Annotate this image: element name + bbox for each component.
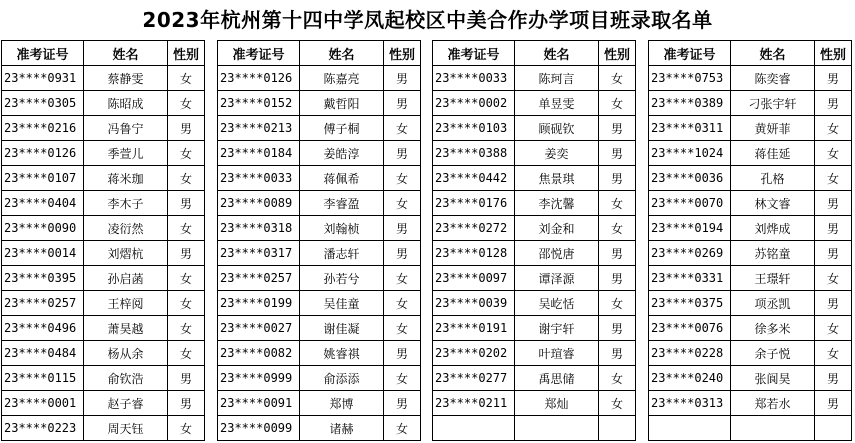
student-name-cell: 孙启菡 [84,266,168,291]
student-name-cell: 傅子桐 [300,116,384,141]
student-name-cell: 姜奕 [515,141,599,166]
gender-cell: 男 [815,66,852,91]
gender-cell: 女 [599,391,636,416]
gender-cell: 男 [384,391,421,416]
student-name-cell: 萧昊越 [84,316,168,341]
header-name: 姓名 [515,41,599,66]
student-name-cell: 谭泽源 [515,266,599,291]
table-row [649,316,852,341]
student-name-cell [515,416,599,441]
gender-cell: 女 [384,291,421,316]
exam-number-cell: 23****0099 [218,416,300,441]
header-gender: 性别 [384,41,421,66]
gender-cell: 女 [384,316,421,341]
exam-number-cell: 23****0014 [2,241,84,266]
student-name-cell: 刁张宇轩 [731,91,815,116]
student-name-cell: 蒋佩希 [300,166,384,191]
table-row [218,141,421,166]
table-row [433,291,636,316]
exam-number-cell: 23****0082 [218,341,300,366]
table-row [433,266,636,291]
exam-number-cell: 23****0191 [433,316,515,341]
student-name-cell: 张阆昊 [731,366,815,391]
exam-number-cell: 23****0115 [2,366,84,391]
student-name-cell: 陈昭成 [84,91,168,116]
gender-cell: 男 [815,241,852,266]
table-row [218,91,421,116]
student-name-cell: 陈嘉亮 [300,66,384,91]
gender-cell: 男 [599,316,636,341]
table-row [218,391,421,416]
gender-cell: 男 [599,341,636,366]
exam-number-cell: 23****0090 [2,216,84,241]
table-row [2,416,205,441]
table-row [2,166,205,191]
table-row [433,141,636,166]
table-row [218,66,421,91]
gender-cell: 女 [815,316,852,341]
student-name-cell: 潘志轩 [300,241,384,266]
header-name: 姓名 [84,41,168,66]
exam-number-cell: 23****0257 [218,266,300,291]
gender-cell: 女 [168,66,205,91]
exam-number-cell: 23****0216 [2,116,84,141]
table-row [649,416,852,441]
exam-number-cell: 23****0389 [649,91,731,116]
student-name-cell: 谢佳凝 [300,316,384,341]
student-name-cell: 刘熠杭 [84,241,168,266]
gender-cell: 男 [599,266,636,291]
table-row [2,341,205,366]
table-row [433,316,636,341]
table-row [649,66,852,91]
header-gender: 性别 [168,41,205,66]
student-name-cell: 李沈馨 [515,191,599,216]
table-row [2,316,205,341]
gender-cell: 女 [384,191,421,216]
table-row [433,341,636,366]
table-row [433,391,636,416]
gender-cell: 男 [815,366,852,391]
table-row [2,366,205,391]
gender-cell: 男 [168,116,205,141]
admission-table-1 [1,40,205,441]
gender-cell: 男 [815,191,852,216]
table-row [218,166,421,191]
table-header-row [218,41,421,66]
student-name-cell: 诸赫 [300,416,384,441]
gender-cell: 女 [815,266,852,291]
table-row [433,216,636,241]
gender-cell: 女 [599,66,636,91]
table-row [649,241,852,266]
table-row [218,416,421,441]
gender-cell: 女 [168,291,205,316]
table-row [2,191,205,216]
exam-number-cell [649,416,731,441]
student-name-cell: 王璟轩 [731,266,815,291]
admission-table-3 [432,40,636,441]
exam-number-cell: 23****0375 [649,291,731,316]
exam-number-cell: 23****0070 [649,191,731,216]
table-row [2,66,205,91]
table-row [218,191,421,216]
table-row [218,291,421,316]
student-name-cell [731,416,815,441]
header-name: 姓名 [731,41,815,66]
student-name-cell: 郑博 [300,391,384,416]
student-name-cell: 吴屹恬 [515,291,599,316]
gender-cell: 男 [384,66,421,91]
student-name-cell: 冯鲁宁 [84,116,168,141]
student-name-cell: 黄妍菲 [731,116,815,141]
admission-table-2 [217,40,421,441]
table-row [218,366,421,391]
exam-number-cell: 23****0228 [649,341,731,366]
student-name-cell: 季萱儿 [84,141,168,166]
table-row [649,341,852,366]
table-row [2,141,205,166]
student-name-cell: 叶瑄睿 [515,341,599,366]
header-gender: 性别 [599,41,636,66]
student-name-cell: 王梓阅 [84,291,168,316]
exam-number-cell: 23****0089 [218,191,300,216]
student-name-cell: 凌衍然 [84,216,168,241]
table-row [433,241,636,266]
student-name-cell: 谢宇轩 [515,316,599,341]
student-name-cell: 戴哲阳 [300,91,384,116]
table-row [218,241,421,266]
exam-number-cell: 23****0176 [433,191,515,216]
table-row [649,216,852,241]
student-name-cell: 苏铭童 [731,241,815,266]
table-row [218,266,421,291]
table-row [218,341,421,366]
gender-cell: 女 [168,316,205,341]
table-row [433,366,636,391]
exam-number-cell: 23****0128 [433,241,515,266]
table-row [433,91,636,116]
student-name-cell: 李木子 [84,191,168,216]
exam-number-cell: 23****0318 [218,216,300,241]
exam-number-cell: 23****0097 [433,266,515,291]
exam-number-cell: 23****0999 [218,366,300,391]
exam-number-cell: 23****0027 [218,316,300,341]
exam-number-cell: 23****0199 [218,291,300,316]
gender-cell: 男 [168,241,205,266]
table-row [2,91,205,116]
table-row [2,216,205,241]
gender-cell: 女 [168,341,205,366]
table-header-row [2,41,205,66]
table-row [218,216,421,241]
student-name-cell: 禹思储 [515,366,599,391]
table-row [2,291,205,316]
exam-number-cell: 23****0001 [2,391,84,416]
student-name-cell: 赵子睿 [84,391,168,416]
gender-cell: 女 [599,216,636,241]
gender-cell: 男 [384,91,421,116]
gender-cell: 男 [168,366,205,391]
student-name-cell: 姚睿祺 [300,341,384,366]
gender-cell: 女 [815,166,852,191]
exam-number-cell: 23****0272 [433,216,515,241]
gender-cell: 女 [599,191,636,216]
student-name-cell: 孔格 [731,166,815,191]
gender-cell: 女 [384,366,421,391]
table-row [649,366,852,391]
table-row [433,166,636,191]
exam-number-cell: 23****0317 [218,241,300,266]
exam-number-cell: 23****0223 [2,416,84,441]
gender-cell: 女 [815,341,852,366]
table-row [2,391,205,416]
exam-number-cell: 23****0305 [2,91,84,116]
header-exam-number: 准考证号 [649,41,731,66]
exam-number-cell: 23****0039 [433,291,515,316]
student-name-cell: 顾砚钦 [515,116,599,141]
exam-number-cell: 23****0091 [218,391,300,416]
student-name-cell: 陈奕睿 [731,66,815,91]
student-name-cell: 焦景琪 [515,166,599,191]
gender-cell: 男 [599,241,636,266]
exam-number-cell: 23****0033 [218,166,300,191]
table-row [649,91,852,116]
gender-cell: 男 [815,391,852,416]
exam-number-cell: 23****0126 [218,66,300,91]
exam-number-cell: 23****0211 [433,391,515,416]
header-exam-number: 准考证号 [2,41,84,66]
student-name-cell: 陈珂言 [515,66,599,91]
admission-table-4 [648,40,852,441]
header-exam-number: 准考证号 [433,41,515,66]
exam-number-cell: 23****0033 [433,66,515,91]
exam-number-cell: 23****0202 [433,341,515,366]
gender-cell: 女 [599,366,636,391]
exam-number-cell: 23****0313 [649,391,731,416]
table-row [218,116,421,141]
exam-number-cell: 23****0311 [649,116,731,141]
exam-number-cell: 23****0753 [649,66,731,91]
student-name-cell: 吴佳童 [300,291,384,316]
gender-cell: 男 [384,241,421,266]
exam-number-cell: 23****0331 [649,266,731,291]
student-name-cell: 单昱雯 [515,91,599,116]
page-title: 2023年杭州第十四中学凤起校区中美合作办学项目班录取名单 [142,8,713,32]
gender-cell: 女 [815,116,852,141]
gender-cell: 男 [384,216,421,241]
gender-cell: 男 [599,166,636,191]
exam-number-cell: 23****0388 [433,141,515,166]
exam-number-cell: 23****0184 [218,141,300,166]
student-name-cell: 俞钦浩 [84,366,168,391]
table-row [649,291,852,316]
gender-cell: 男 [815,291,852,316]
exam-number-cell: 23****0194 [649,216,731,241]
table-row [649,266,852,291]
table-row [433,116,636,141]
gender-cell: 男 [168,391,205,416]
exam-number-cell: 23****0103 [433,116,515,141]
gender-cell: 女 [384,116,421,141]
gender-cell: 男 [815,91,852,116]
gender-cell: 女 [815,141,852,166]
gender-cell: 女 [168,141,205,166]
gender-cell: 女 [384,166,421,191]
gender-cell: 男 [599,116,636,141]
student-name-cell: 刘金和 [515,216,599,241]
exam-number-cell [433,416,515,441]
exam-number-cell: 23****0240 [649,366,731,391]
gender-cell [599,416,636,441]
student-name-cell: 邵悦唐 [515,241,599,266]
gender-cell: 女 [168,266,205,291]
student-name-cell: 林文睿 [731,191,815,216]
gender-cell: 女 [168,416,205,441]
gender-cell: 女 [599,91,636,116]
student-name-cell: 孙若兮 [300,266,384,291]
table-row [218,316,421,341]
table-header-row [433,41,636,66]
exam-number-cell: 23****0126 [2,141,84,166]
student-name-cell: 项丞凯 [731,291,815,316]
student-name-cell: 俞添添 [300,366,384,391]
gender-cell: 女 [168,216,205,241]
exam-number-cell: 23****0931 [2,66,84,91]
table-row [2,116,205,141]
exam-number-cell: 23****0442 [433,166,515,191]
header-exam-number: 准考证号 [218,41,300,66]
exam-number-cell: 23****0496 [2,316,84,341]
student-name-cell: 杨从余 [84,341,168,366]
exam-number-cell: 23****0257 [2,291,84,316]
gender-cell: 女 [168,166,205,191]
exam-number-cell: 23****0076 [649,316,731,341]
header-name: 姓名 [300,41,384,66]
table-row [649,141,852,166]
table-row [2,266,205,291]
exam-number-cell: 23****0395 [2,266,84,291]
student-name-cell: 蔡静雯 [84,66,168,91]
table-row [433,66,636,91]
student-name-cell: 刘翰桢 [300,216,384,241]
student-name-cell: 周天钰 [84,416,168,441]
exam-number-cell: 23****0213 [218,116,300,141]
exam-number-cell: 23****0269 [649,241,731,266]
table-header-row [649,41,852,66]
student-name-cell: 余子悦 [731,341,815,366]
gender-cell: 男 [384,141,421,166]
exam-number-cell: 23****0107 [2,166,84,191]
table-row [2,241,205,266]
student-name-cell: 姜皓淳 [300,141,384,166]
table-row [649,391,852,416]
gender-cell: 女 [384,266,421,291]
table-row [649,191,852,216]
exam-number-cell: 23****1024 [649,141,731,166]
gender-cell: 男 [168,191,205,216]
student-name-cell: 郑灿 [515,391,599,416]
exam-number-cell: 23****0002 [433,91,515,116]
exam-number-cell: 23****0404 [2,191,84,216]
student-name-cell: 郑若水 [731,391,815,416]
gender-cell: 女 [168,91,205,116]
header-gender: 性别 [815,41,852,66]
table-row [649,116,852,141]
student-name-cell: 李睿盈 [300,191,384,216]
exam-number-cell: 23****0152 [218,91,300,116]
gender-cell [815,416,852,441]
gender-cell: 男 [599,141,636,166]
exam-number-cell: 23****0277 [433,366,515,391]
exam-number-cell: 23****0484 [2,341,84,366]
student-name-cell: 刘烨成 [731,216,815,241]
gender-cell: 男 [384,341,421,366]
student-name-cell: 蒋佳延 [731,141,815,166]
table-row [433,416,636,441]
student-name-cell: 蒋米珈 [84,166,168,191]
gender-cell: 男 [815,216,852,241]
table-row [649,166,852,191]
exam-number-cell: 23****0036 [649,166,731,191]
gender-cell: 女 [599,291,636,316]
gender-cell: 女 [384,416,421,441]
table-row [433,191,636,216]
student-name-cell: 徐多米 [731,316,815,341]
